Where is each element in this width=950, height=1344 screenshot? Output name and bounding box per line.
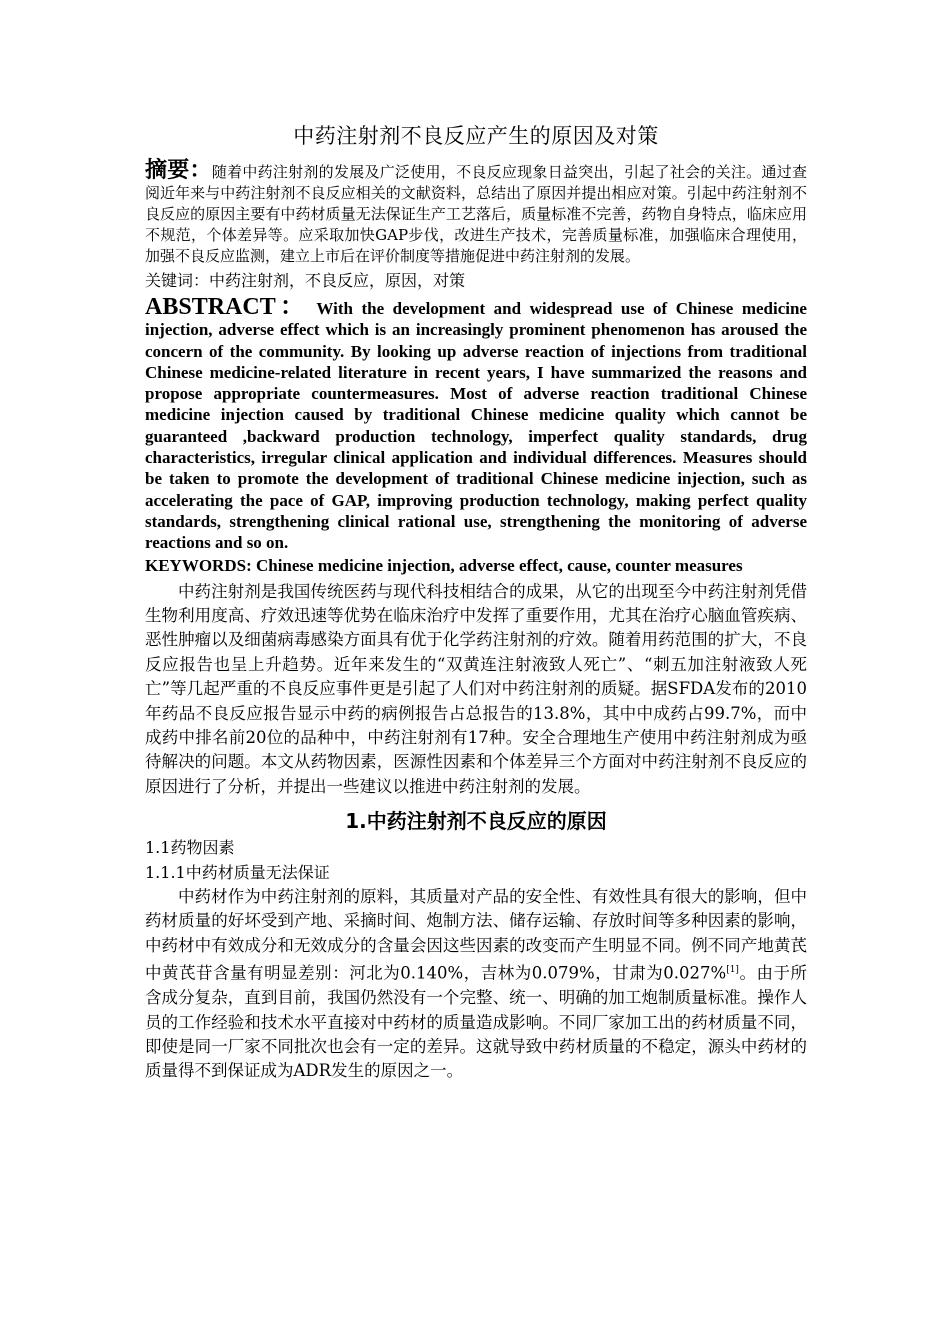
abstract-en-label: ABSTRACT： bbox=[145, 294, 309, 320]
subsection-heading: 1.1药物因素 bbox=[145, 838, 235, 858]
abstract-zh-label: 摘要： bbox=[145, 158, 212, 183]
abstract-en bbox=[145, 294, 807, 554]
abstract-en-text: With the development and widespread use of Chinese medicine injection, adverse effect which is an increasingly prominent phenomenon has aroused the concern of the community. By looking up adverse reaction of injections from traditional Chinese medicine-related literature in recent years, I have summarized the reasons and propose appropriate countermeasures. Most of adverse reaction traditional Chinese medicine injection caused by traditional Chinese medicine quality which cannot be guaranteed ,backward production technology, imperfect quality standards, drug characteristics, irregular clinical application and individual differences. Measures should be taken to promote the development of traditional Chinese medicine injection, such as accelerating the pace of GAP, improving production technology, making perfect quality standards, strengthening clinical rational use, strengthening the monitoring of adverse reactions and so on. bbox=[145, 299, 807, 553]
document-page bbox=[145, 120, 807, 1084]
page-title: 中药注射剂不良反应产生的原因及对策 bbox=[293, 124, 659, 148]
paragraph-text-part1: 中药材作为中药注射剂的原料，其质量对产品的安全性、有效性具有很大的影响，但中药材质量的好坏受到产地、采摘时间、炮制方法、储存运输、存放时间等多种因素的影响，中药材中有效成分和无效成分的含量会因这些因素的改变而产生明显不同。例不同产地黄芪中黄芪苷含量有明显差别：河北为0.140%，吉林为0.079%，甘肃为0.027% bbox=[145, 887, 807, 983]
body-paragraph bbox=[145, 885, 807, 1084]
paragraph-text-part2: 。由于所含成分复杂，直到目前，我国仍然没有一个完整、统一、明确的加工炮制质量标准。操作人员的工作经验和技术水平直接对中药材的质量造成影响。不同厂家加工出的药材质量不同，即使是同一厂家不同批次也会有一定的差异。这就导致中药材质量的不稳定，源头中药材的质量得不到保证成为ADR发生的原因之一。 bbox=[145, 963, 808, 1081]
citation-ref[interactable]: [1] bbox=[726, 965, 739, 976]
abstract-zh-text: 随着中药注射剂的发展及广泛使用，不良反应现象日益突出，引起了社会的关注。通过查阅近年来与中药注射剂不良反应相关的文献资料，总结出了原因并提出相应对策。引起中药注射剂不良反应的原因主要有中药材质量无法保证生产工艺落后，质量标准不完善，药物自身特点，临床应用不规范，个体差异等。应采取加快GAP步伐，改进生产技术，完善质量标准，加强临床合理使用，加强不良反应监测，建立上市后在评价制度等措施促进中药注射剂的发展。 bbox=[145, 163, 807, 265]
keywords-zh: 关键词：中药注射剂，不良反应，原因，对策 bbox=[145, 271, 466, 290]
keywords-en: KEYWORDS: Chinese medicine injection, adverse effect, cause, counter measures bbox=[145, 555, 743, 575]
section-heading: 1.中药注射剂不良反应的原因 bbox=[345, 809, 607, 834]
intro-paragraph: 中药注射剂是我国传统医药与现代科技相结合的成果，从它的出现至今中药注射剂凭借生物利用度高、疗效迅速等优势在临床治疗中发挥了重要作用，尤其在治疗心脑血管疾病、恶性肿瘤以及细菌病毒感染方面具有优于化学药注射剂的疗效。随着用药范围的扩大，不良反应报告也呈上升趋势。近年来发生的“双黄连注射液致人死亡”、“刺五加注射液致人死亡”等几起严重的不良反应事件更是引起了人们对中药注射剂的质疑。据SFDA发布的2010年药品不良反应报告显示中药的病例报告占总报告的13.8%，其中中成药占99.7%，而中成药中排名前20位的品种中，中药注射剂有17种。安全合理地生产使用中药注射剂成为亟待解决的问题。本文从药物因素，医源性因素和个体差异三个方面对中药注射剂不良反应的原因进行了分析，并提出一些建议以推进中药注射剂的发展。 bbox=[145, 581, 807, 796]
abstract-zh bbox=[145, 160, 807, 267]
subsubsection-heading: 1.1.1中药材质量无法保证 bbox=[145, 862, 330, 882]
